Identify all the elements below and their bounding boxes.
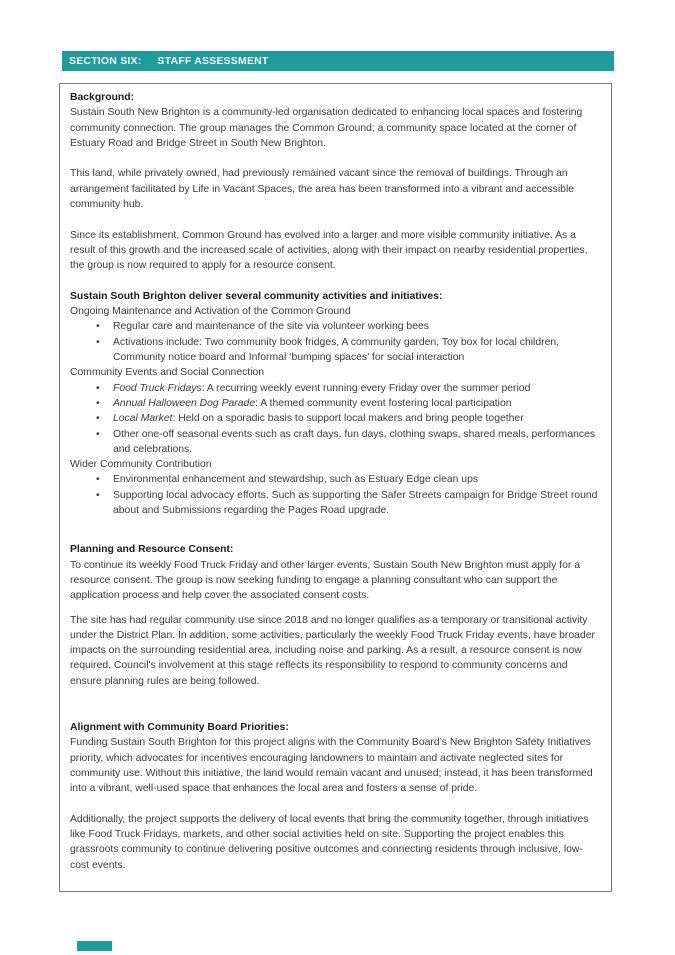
bullet-item (70, 411, 601, 426)
paragraph: Funding Sustain South Brighton for this project aligns with the Community Board’s New Brighton Safety Initiatives priority, which advocates for incentives encouraging landowners to maintain and activate neglected sites for community use. Without this initiative, the land would remain vacant and unused; instead, it has been transformed into a vibrant, well-used space that enhances the local area and fosters a sense of pride. (70, 737, 593, 795)
section-heading: Background: (70, 92, 135, 103)
bullet-dot: • (96, 428, 100, 440)
bullet-text: Supporting local advocacy efforts. Such as supporting the Safer Streets campaign for Bridge Street round about and Submissions regarding the Pages Road upgrade. (113, 489, 598, 517)
spacer (70, 689, 601, 720)
spacer (70, 604, 601, 613)
paragraph: The site has had regular community use since 2018 and no longer qualifies as a temporary or transitional activity under the District Plan. In addition, some activities, particularly the weekly Food Truck Friday events, have broader impacts on the surrounding residential area, including noise and parking. As a result, a resource consent is now required. Council's involvement at this stage reflects its responsibility to respond to community concerns and ensure planning rules are being followed. (70, 614, 595, 687)
bullet-dot: • (96, 413, 100, 425)
blank-line (70, 274, 601, 289)
bullet-item (70, 427, 601, 458)
section-heading: Sustain South Brighton deliver several community activities and initiatives: (70, 290, 443, 302)
blank-line (70, 212, 601, 227)
blank-line (70, 796, 601, 811)
assessment-box (59, 83, 612, 892)
section-header-bar (62, 51, 614, 71)
bullet-dot: • (96, 397, 100, 409)
bullet-item (70, 381, 601, 396)
bullet-item (70, 319, 601, 334)
bullet-text: Regular care and maintenance of the site via volunteer working bees (113, 321, 429, 333)
bullet-item (70, 396, 601, 411)
bullet-text: Other one-off seasonal events such as craft days, fun days, clothing swaps, shared meals, performances and celebrations. (113, 428, 596, 455)
bullet-text: Annual Halloween Dog Parade: A themed community event fostering local participation (113, 397, 512, 409)
section-title: STAFF ASSESSMENT (157, 55, 269, 67)
next-section-bar-fragment (77, 941, 112, 951)
list-label: Ongoing Maintenance and Activation of the Common Ground (70, 306, 351, 318)
spacer (70, 518, 601, 542)
bullet-dot: • (96, 336, 100, 348)
bullet-dot: • (96, 474, 100, 486)
bullet-dot: • (96, 321, 100, 333)
bullet-text: Food Truck Fridays: A recurring weekly event running every Friday over the summer period (113, 382, 531, 394)
paragraph: Sustain South New Brighton is a community-led organisation dedicated to enhancing local spaces and fostering community connection. The group manages the Common Ground; a community space located at the corner of Estuary Road and Bridge Street in South New Brighton. (70, 107, 583, 149)
bullet-item (70, 472, 601, 487)
bullet-item (70, 335, 601, 366)
paragraph: This land, while privately owned, had previously remained vacant since the removal of buildings. Through an arrangement facilitated by Life in Vacant Spaces, the area has been transformed into a vibrant and accessible community hub. (70, 168, 575, 211)
bullet-text: Environmental enhancement and stewardship, such as Estuary Edge clean ups (113, 474, 479, 486)
bullet-text: Activations include: Two community book fridges, A community garden, Toy box for local children, Community notice board and Informal ‘bumping spaces’ for social interaction (113, 336, 560, 364)
list-label: Community Events and Social Connection (70, 367, 265, 379)
bullet-text: Local Market: Held on a sporadic basis to support local makers and bring people together (113, 413, 524, 425)
paragraph: Additionally, the project supports the delivery of local events that bring the community together, through initiatives like Food Truck Fridays, markets, and other social activities held on site. Supporting the project enables this grassroots community to continue delivering positive outcomes and connecting residents through inclusive, low-cost events. (70, 813, 589, 871)
bullet-dot: • (96, 489, 100, 501)
section-heading: Alignment with Community Board Priorities: (70, 721, 289, 733)
section-heading: Planning and Resource Consent: (70, 544, 234, 556)
section-label: SECTION SIX: (69, 55, 142, 67)
blank-line (70, 151, 601, 166)
paragraph: To continue its weekly Food Truck Friday and other larger events, Sustain South New Brighton must apply for a resource consent. The group is now seeking funding to engage a planning consultant who can support the application process and help cover the associated consent costs. (70, 559, 580, 602)
paragraph: Since its establishment, Common Ground has evolved into a larger and more visible community initiative. As a result of this growth and the increased scale of activities, along with their impact on nearby residential properties, the group is now required to apply for a resource consent. (70, 229, 588, 272)
bullet-item (70, 488, 601, 519)
list-label: Wider Community Contribution (70, 459, 212, 471)
bullet-dot: • (96, 382, 100, 394)
